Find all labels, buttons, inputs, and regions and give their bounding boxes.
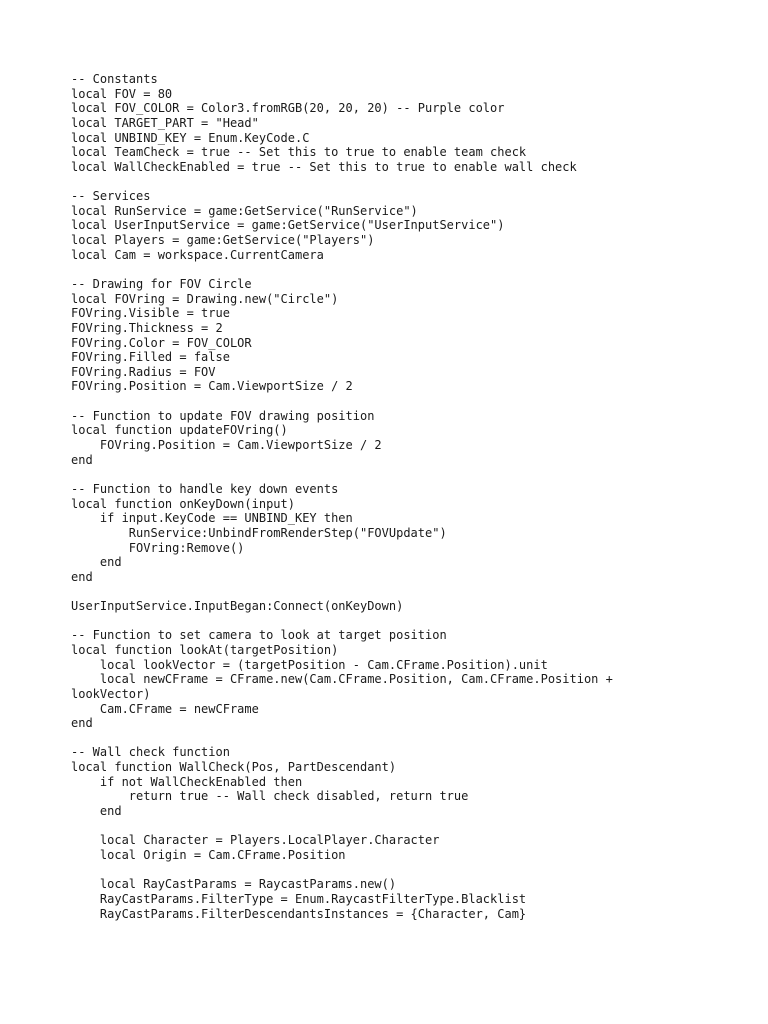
- code-line: local TeamCheck = true -- Set this to true to enable team check: [71, 145, 527, 160]
- code-line: local function WallCheck(Pos, PartDescendant): [71, 760, 397, 775]
- code-line: FOVring.Visible = true: [71, 306, 230, 321]
- code-line: [71, 819, 731, 834]
- code-line: RayCastParams.FilterDescendantsInstances = {Character, Cam}: [71, 906, 527, 921]
- code-line: local FOVring = Drawing.new("Circle"): [71, 291, 339, 306]
- code-line: local UNBIND_KEY = Enum.KeyCode.C: [71, 130, 310, 145]
- code-line: local UserInputService = game:GetService("UserInputService"): [71, 218, 505, 233]
- code-line: local RayCastParams = RaycastParams.new(): [71, 877, 397, 892]
- code-line: FOVring.Radius = FOV: [71, 364, 216, 379]
- code-line: return true -- Wall check disabled, return true: [71, 789, 469, 804]
- code-line: -- Drawing for FOV Circle: [71, 276, 252, 291]
- code-line: -- Constants: [71, 72, 158, 86]
- code-line: -- Function to handle key down events: [71, 481, 339, 496]
- code-line: end: [71, 452, 93, 467]
- code-line: UserInputService.InputBegan:Connect(onKeyDown): [71, 599, 404, 614]
- code-line: local FOV = 80: [71, 86, 173, 101]
- code-line: local newCFrame = CFrame.new(Cam.CFrame.Position, Cam.CFrame.Position +: [71, 672, 613, 687]
- code-line: FOVring.Position = Cam.ViewportSize / 2: [71, 379, 353, 394]
- code-line: local WallCheckEnabled = true -- Set this to true to enable wall check: [71, 159, 577, 174]
- code-line: local function onKeyDown(input): [71, 496, 295, 511]
- code-line: local lookVector = (targetPosition - Cam.CFrame.Position).unit: [71, 657, 548, 672]
- code-line: FOVring.Position = Cam.ViewportSize / 2: [71, 438, 382, 453]
- code-line: local Players = game:GetService("Players"): [71, 233, 375, 248]
- code-line: [71, 614, 731, 629]
- code-line: end: [71, 555, 122, 570]
- code-line: if input.KeyCode == UNBIND_KEY then: [71, 511, 353, 526]
- code-line: local function lookAt(targetPosition): [71, 642, 339, 657]
- code-line: local FOV_COLOR = Color3.fromRGB(20, 20, 20) -- Purple color: [71, 101, 505, 116]
- code-line: Cam.CFrame = newCFrame: [71, 701, 259, 716]
- code-line: -- Services: [71, 189, 151, 204]
- code-line: -- Function to update FOV drawing position: [71, 408, 375, 423]
- code-line: [71, 467, 731, 482]
- code-line: local Origin = Cam.CFrame.Position: [71, 847, 346, 862]
- code-block: [71, 72, 731, 921]
- code-line: local Character = Players.LocalPlayer.Character: [71, 833, 440, 848]
- code-line: -- Wall check function: [71, 745, 230, 760]
- code-line: FOVring:Remove(): [71, 540, 245, 555]
- code-line: end: [71, 569, 93, 584]
- code-line: FOVring.Filled = false: [71, 350, 230, 365]
- code-line: RayCastParams.FilterType = Enum.RaycastFilterType.Blacklist: [71, 891, 527, 906]
- code-line: [71, 174, 731, 189]
- code-line: local TARGET_PART = "Head": [71, 115, 259, 130]
- code-line: [71, 394, 731, 409]
- code-line: local function updateFOVring(): [71, 423, 288, 438]
- code-line: if not WallCheckEnabled then: [71, 774, 303, 789]
- code-line: FOVring.Color = FOV_COLOR: [71, 335, 252, 350]
- code-line: local Cam = workspace.CurrentCamera: [71, 247, 324, 262]
- code-line: local RunService = game:GetService("RunService"): [71, 203, 418, 218]
- code-line: [71, 584, 731, 599]
- code-line: end: [71, 804, 122, 819]
- code-line: lookVector): [71, 686, 151, 701]
- code-line: RunService:UnbindFromRenderStep("FOVUpdate"): [71, 525, 447, 540]
- code-line: [71, 262, 731, 277]
- code-line: -- Function to set camera to look at target position: [71, 628, 447, 643]
- code-line: [71, 863, 731, 878]
- code-line: FOVring.Thickness = 2: [71, 320, 223, 335]
- code-line: [71, 731, 731, 746]
- code-line: end: [71, 716, 93, 731]
